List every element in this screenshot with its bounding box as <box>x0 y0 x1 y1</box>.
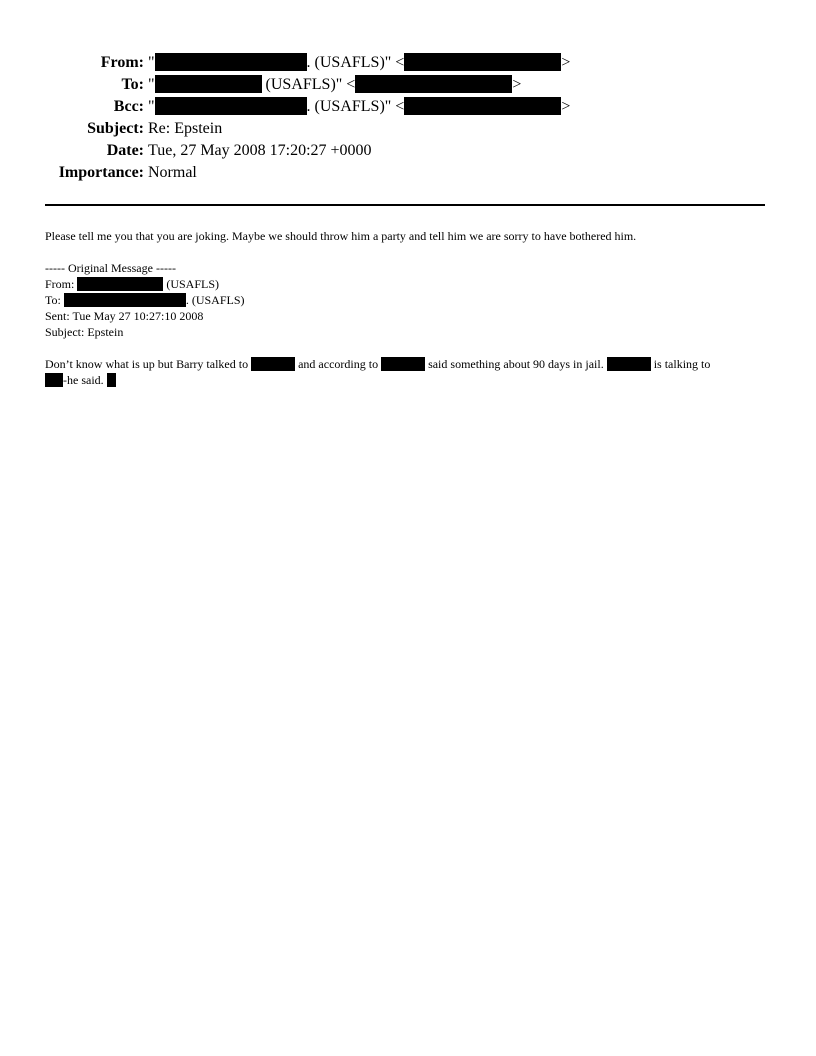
message-text: is talking to <box>650 357 711 371</box>
redaction-box <box>155 53 307 71</box>
redaction-box <box>77 277 163 291</box>
original-from-line <box>45 276 775 292</box>
redaction-box <box>404 53 561 71</box>
date-label: Date: <box>106 142 144 159</box>
subject-label: Subject: <box>87 120 144 137</box>
redaction-box <box>251 357 295 371</box>
bcc-org: . (USAFLS)" < <box>306 98 405 115</box>
header-divider <box>45 204 765 206</box>
subject-value: Re: Epstein <box>148 120 223 137</box>
bracket: > <box>561 54 571 71</box>
quote-mark: " <box>148 54 155 71</box>
message-text: -he said. <box>63 373 107 387</box>
original-to-label: To: <box>45 293 61 307</box>
from-value <box>148 52 570 74</box>
to-value <box>148 74 521 96</box>
quote-mark: " <box>148 76 155 93</box>
importance-value: Normal <box>148 164 197 181</box>
original-to-org: . (USAFLS) <box>185 293 245 307</box>
redaction-box <box>381 357 425 371</box>
bcc-value <box>148 96 570 118</box>
bcc-label: Bcc: <box>113 98 144 115</box>
redaction-box <box>155 97 307 115</box>
original-sent-line: Sent: Tue May 27 10:27:10 2008 <box>45 309 204 323</box>
original-from-org: (USAFLS) <box>163 277 220 291</box>
message-text: Don’t know what is up but Barry talked to <box>45 357 252 371</box>
message-text: said something about 90 days in jail. <box>425 357 607 371</box>
original-from-label: From: <box>45 277 75 291</box>
redaction-box <box>404 97 561 115</box>
to-label: To: <box>121 76 144 93</box>
original-to-line <box>45 292 775 308</box>
from-org: . (USAFLS)" < <box>306 54 405 71</box>
redaction-box <box>155 75 262 93</box>
from-label: From: <box>100 54 144 71</box>
original-subject-line: Subject: Epstein <box>45 325 124 339</box>
quote-mark: " <box>148 98 155 115</box>
redaction-box <box>355 75 512 93</box>
to-org: (USAFLS)" < <box>261 76 356 93</box>
redaction-box <box>64 293 186 307</box>
bracket: > <box>561 98 571 115</box>
date-value: Tue, 27 May 2008 17:20:27 +0000 <box>148 142 372 159</box>
redaction-box <box>107 373 116 387</box>
message-line-1 <box>45 356 775 372</box>
redaction-box <box>607 357 651 371</box>
message-line-2 <box>45 372 775 388</box>
bracket: > <box>512 76 522 93</box>
message-text: and according to <box>295 357 382 371</box>
importance-label: Importance: <box>58 164 144 181</box>
original-message-divider: ----- Original Message ----- <box>45 261 176 275</box>
redaction-box <box>45 373 63 387</box>
reply-text: Please tell me you that you are joking. Maybe we should throw him a party and tell him we are sorry to have bothered him. <box>45 229 637 243</box>
